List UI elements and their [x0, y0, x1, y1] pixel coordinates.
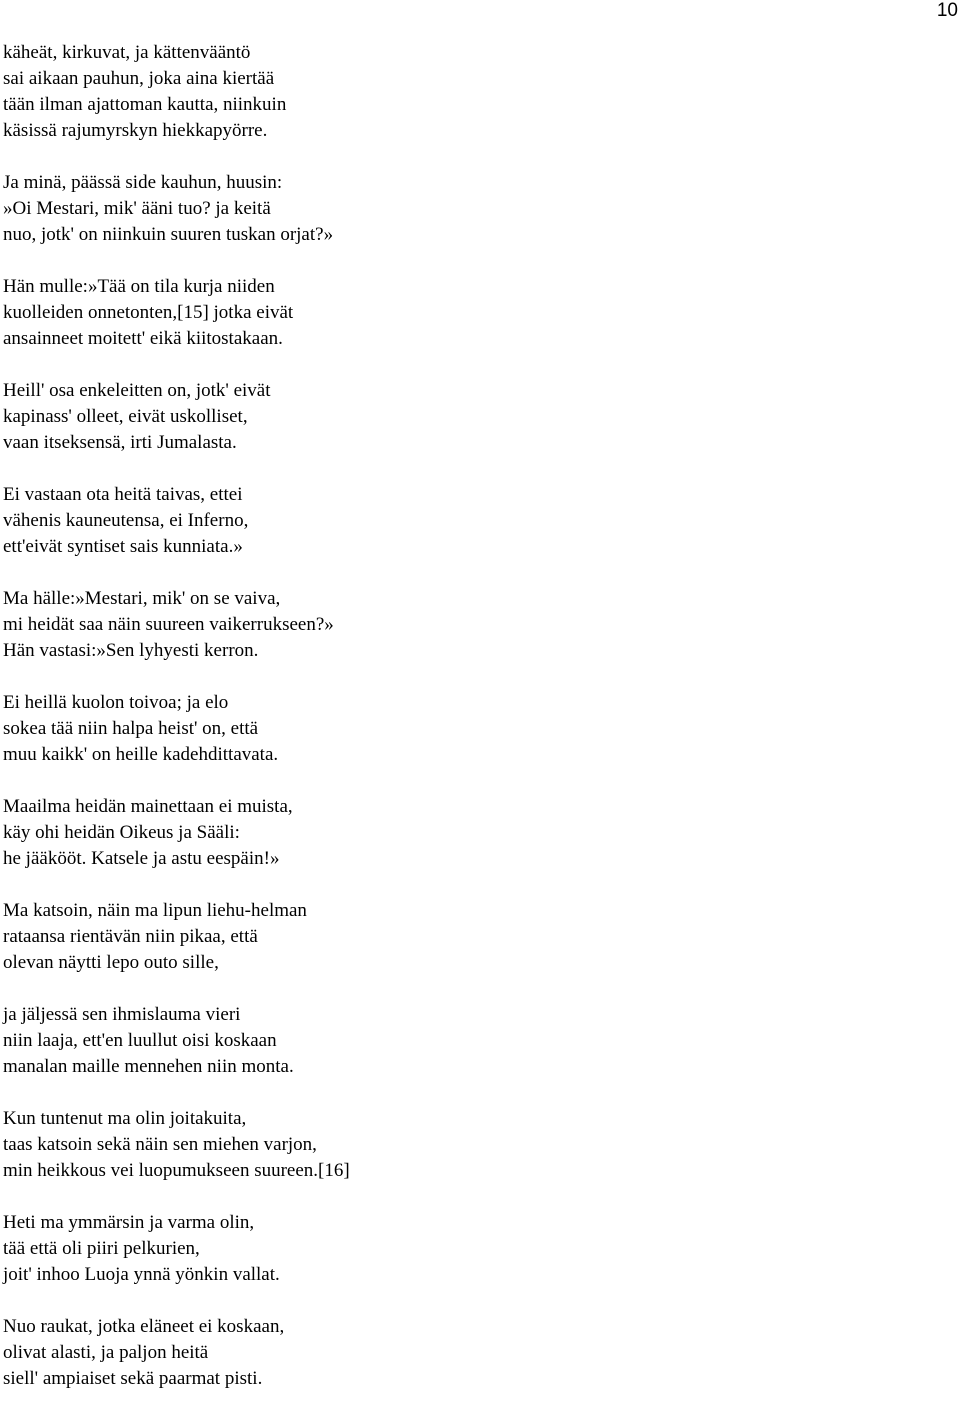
stanza — [3, 40, 350, 144]
poem-line: Kun tuntenut ma olin joitakuita, — [3, 1108, 247, 1129]
poem-line: Hän vastasi:»Sen lyhyesti kerron. — [3, 640, 259, 661]
poem-line: nuo, jotk' on niinkuin suuren tuskan orjat?» — [3, 224, 334, 245]
poem-line: kapinass' olleet, eivät uskolliset, — [3, 406, 248, 427]
poem-line: Ma katsoin, näin ma lipun liehu-helman — [3, 900, 307, 921]
poem-line: ja jäljessä sen ihmislauma vieri — [3, 1004, 241, 1025]
poem-line: vaan itseksensä, irti Jumalasta. — [3, 432, 237, 453]
poem-line: Ja minä, päässä side kauhun, huusin: — [3, 172, 283, 193]
stanza — [3, 378, 350, 456]
poem-line: Heti ma ymmärsin ja varma olin, — [3, 1212, 255, 1233]
poem-line: »Oi Mestari, mik' ääni tuo? ja keitä — [3, 198, 271, 219]
poem-line: olevan näytti lepo outo sille, — [3, 952, 219, 973]
poem-line: muu kaikk' on heille kadehdittavata. — [3, 744, 279, 765]
poem-line: käy ohi heidän Oikeus ja Sääli: — [3, 822, 240, 843]
poem-text — [3, 40, 350, 1418]
poem-line: olivat alasti, ja paljon heitä — [3, 1342, 209, 1363]
poem-line: käheät, kirkuvat, ja kättenvääntö — [3, 42, 251, 63]
page-number: 10 — [936, 0, 958, 21]
poem-line: mi heidät saa näin suureen vaikerrukseen?» — [3, 614, 334, 635]
poem-line: he jääkööt. Katsele ja astu eespäin!» — [3, 848, 280, 869]
poem-line: ansainneet moitett' eikä kiitostakaan. — [3, 328, 283, 349]
stanza — [3, 1106, 350, 1184]
poem-line: manalan maille mennehen niin monta. — [3, 1056, 294, 1077]
stanza — [3, 482, 350, 560]
stanza — [3, 274, 350, 352]
poem-line: rataansa rientävän niin pikaa, että — [3, 926, 258, 947]
poem-line: niin laaja, ett'en luullut oisi koskaan — [3, 1030, 277, 1051]
poem-line: kuolleiden onnetonten,[15] jotka eivät — [3, 302, 294, 323]
poem-line: Ma hälle:»Mestari, mik' on se vaiva, — [3, 588, 281, 609]
poem-line: taas katsoin sekä näin sen miehen varjon, — [3, 1134, 317, 1155]
poem-line: Ei vastaan ota heitä taivas, ettei — [3, 484, 243, 505]
stanza — [3, 1314, 350, 1392]
poem-line: sokea tää niin halpa heist' on, että — [3, 718, 259, 739]
poem-line: joit' inhoo Luoja ynnä yönkin vallat. — [3, 1264, 280, 1285]
stanza — [3, 690, 350, 768]
stanza — [3, 898, 350, 976]
poem-line: Nuo raukat, jotka eläneet ei koskaan, — [3, 1316, 285, 1337]
stanza — [3, 586, 350, 664]
poem-line: siell' ampiaiset sekä paarmat pisti. — [3, 1368, 263, 1389]
poem-line: tään ilman ajattoman kautta, niinkuin — [3, 94, 287, 115]
poem-line: vähenis kauneutensa, ei Inferno, — [3, 510, 249, 531]
poem-line: min heikkous vei luopumukseen suureen.[16] — [3, 1160, 350, 1181]
poem-line: Ei heillä kuolon toivoa; ja elo — [3, 692, 229, 713]
poem-line: käsissä rajumyrskyn hiekkapyörre. — [3, 120, 268, 141]
poem-line: Maailma heidän mainettaan ei muista, — [3, 796, 293, 817]
stanza — [3, 170, 350, 248]
poem-line: ett'eivät syntiset sais kunniata.» — [3, 536, 243, 557]
poem-line: Heill' osa enkeleitten on, jotk' eivät — [3, 380, 271, 401]
stanza — [3, 794, 350, 872]
stanza — [3, 1002, 350, 1080]
stanza — [3, 1210, 350, 1288]
poem-line: tää että oli piiri pelkurien, — [3, 1238, 200, 1259]
poem-line: Hän mulle:»Tää on tila kurja niiden — [3, 276, 275, 297]
poem-line: sai aikaan pauhun, joka aina kiertää — [3, 68, 275, 89]
